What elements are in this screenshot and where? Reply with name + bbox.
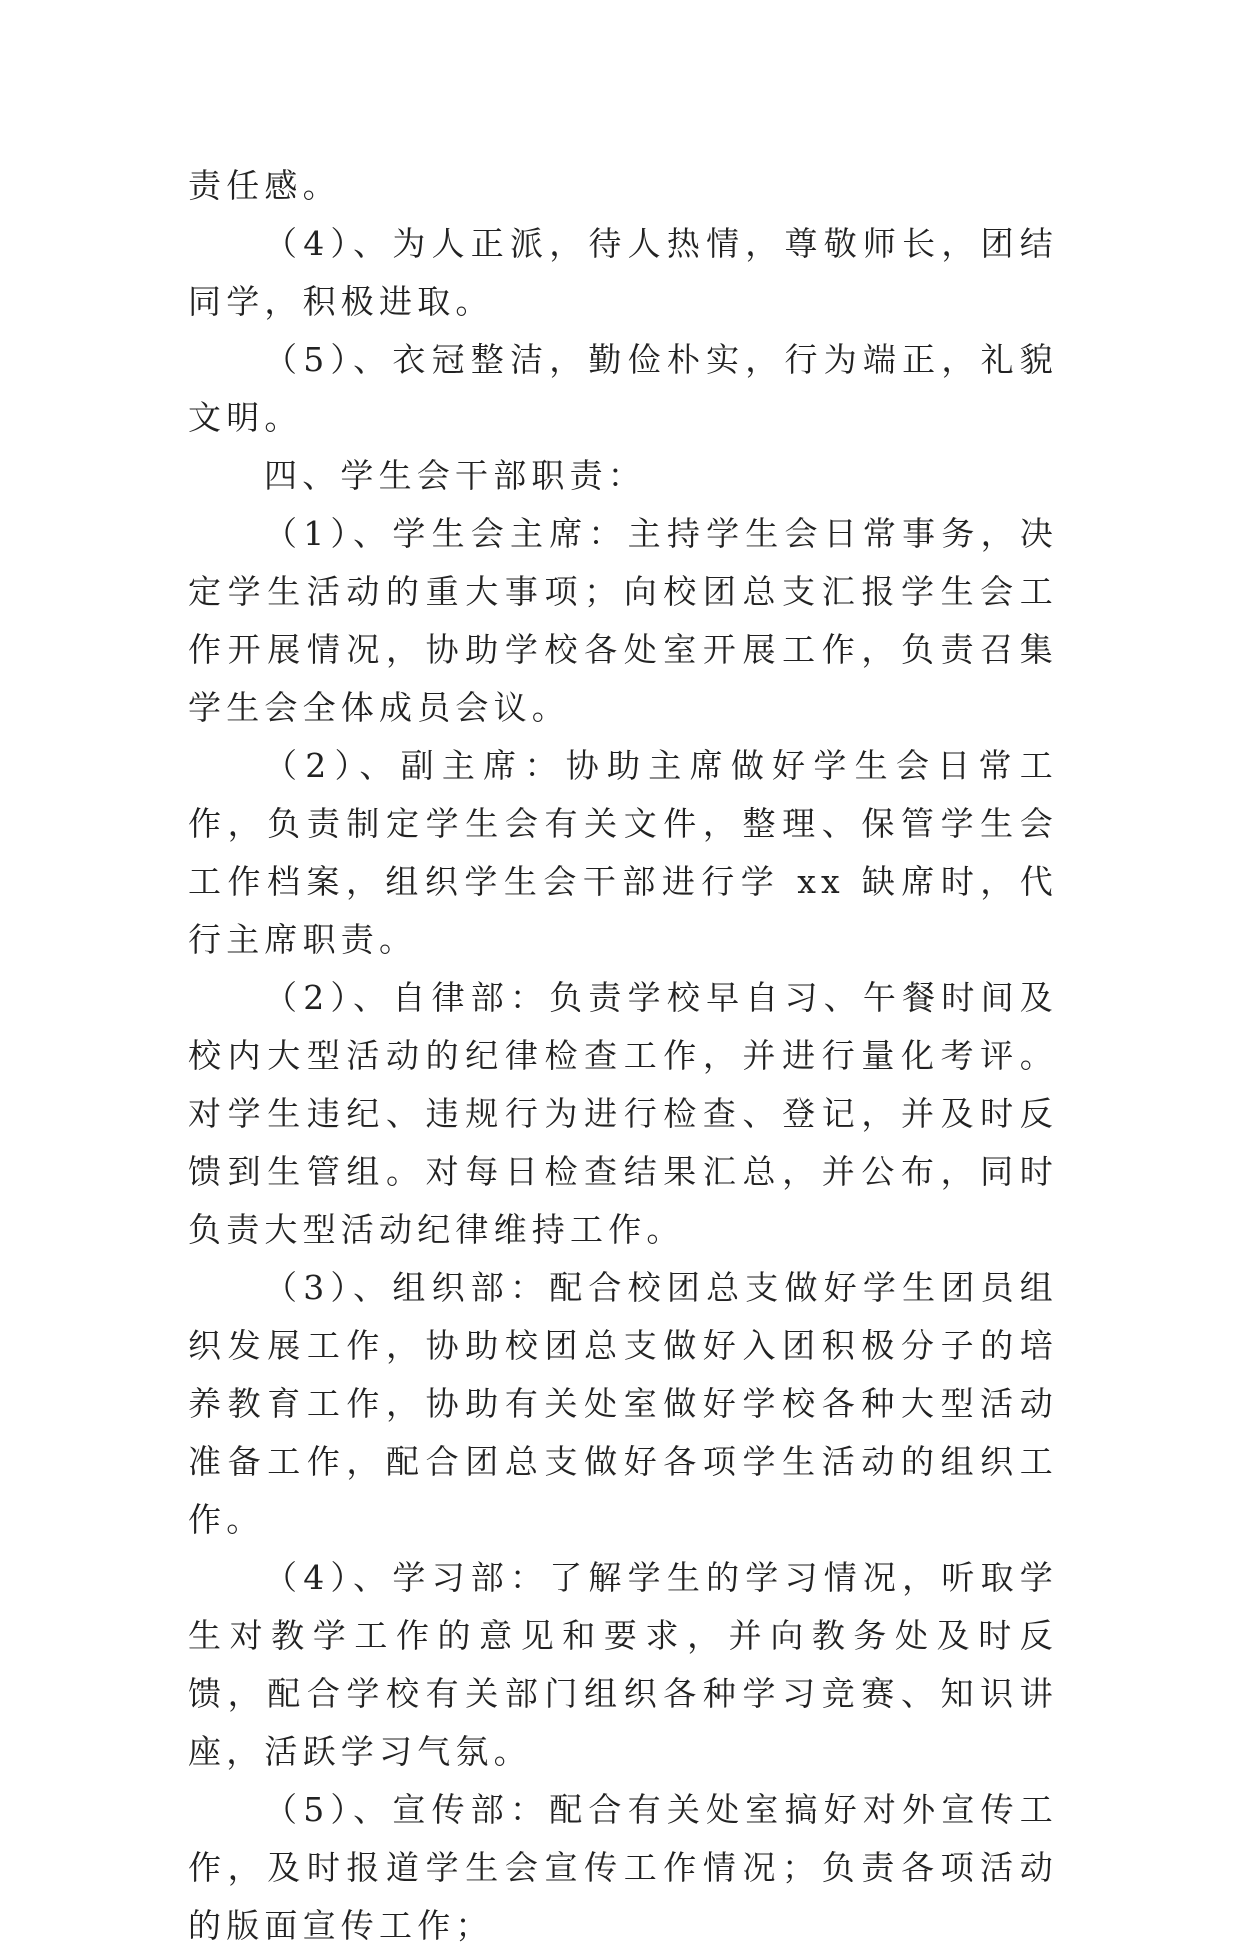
paragraph-duty-publicity: （5）、宣传部：配合有关处室搞好对外宣传工作，及时报道学生会宣传工作情况；负责各项活动的版面宣传工作；: [188, 1790, 1058, 1945]
paragraph-continuation: 责任感。: [188, 166, 341, 205]
paragraph-item-4-integrity: （4）、为人正派，待人热情，尊敬师长，团结同学，积极进取。: [188, 224, 1058, 321]
paragraph-duty-discipline: （2）、自律部：负责学校早自习、午餐时间及校内大型活动的纪律检查工作，并进行量化考评。对学生违纪、违规行为进行检查、登记，并及时反馈到生管组。对每日检查结果汇总，并公布，同时负责大型活动纪律维持工作。: [188, 978, 1058, 1249]
paragraph-duty-organization: （3）、组织部：配合校团总支做好学生团员组织发展工作，协助校团总支做好入团积极分子的培养教育工作，协助有关处室做好学校各种大型活动准备工作，配合团总支做好各项学生活动的组织工作。: [188, 1268, 1058, 1539]
paragraph-duty-study: （4）、学习部：了解学生的学习情况，听取学生对教学工作的意见和要求，并向教务处及时反馈，配合学校有关部门组织各种学习竞赛、知识讲座，活跃学习气氛。: [188, 1558, 1058, 1771]
paragraph-duty-president: （1）、学生会主席：主持学生会日常事务，决定学生活动的重大事项；向校团总支汇报学生会工作开展情况，协助学校各处室开展工作，负责召集学生会全体成员会议。: [188, 514, 1058, 727]
paragraph-duty-vice-president: （2）、副主席：协助主席做好学生会日常工作，负责制定学生会有关文件，整理、保管学生会工作档案，组织学生会干部进行学 xx 缺席时，代行主席职责。: [188, 746, 1058, 959]
paragraph-item-5-appearance: （5）、衣冠整洁，勤俭朴实，行为端正，礼貌文明。: [188, 340, 1058, 437]
section-heading-duties: 四、学生会干部职责：: [264, 456, 646, 495]
document-body: [188, 157, 1058, 1955]
